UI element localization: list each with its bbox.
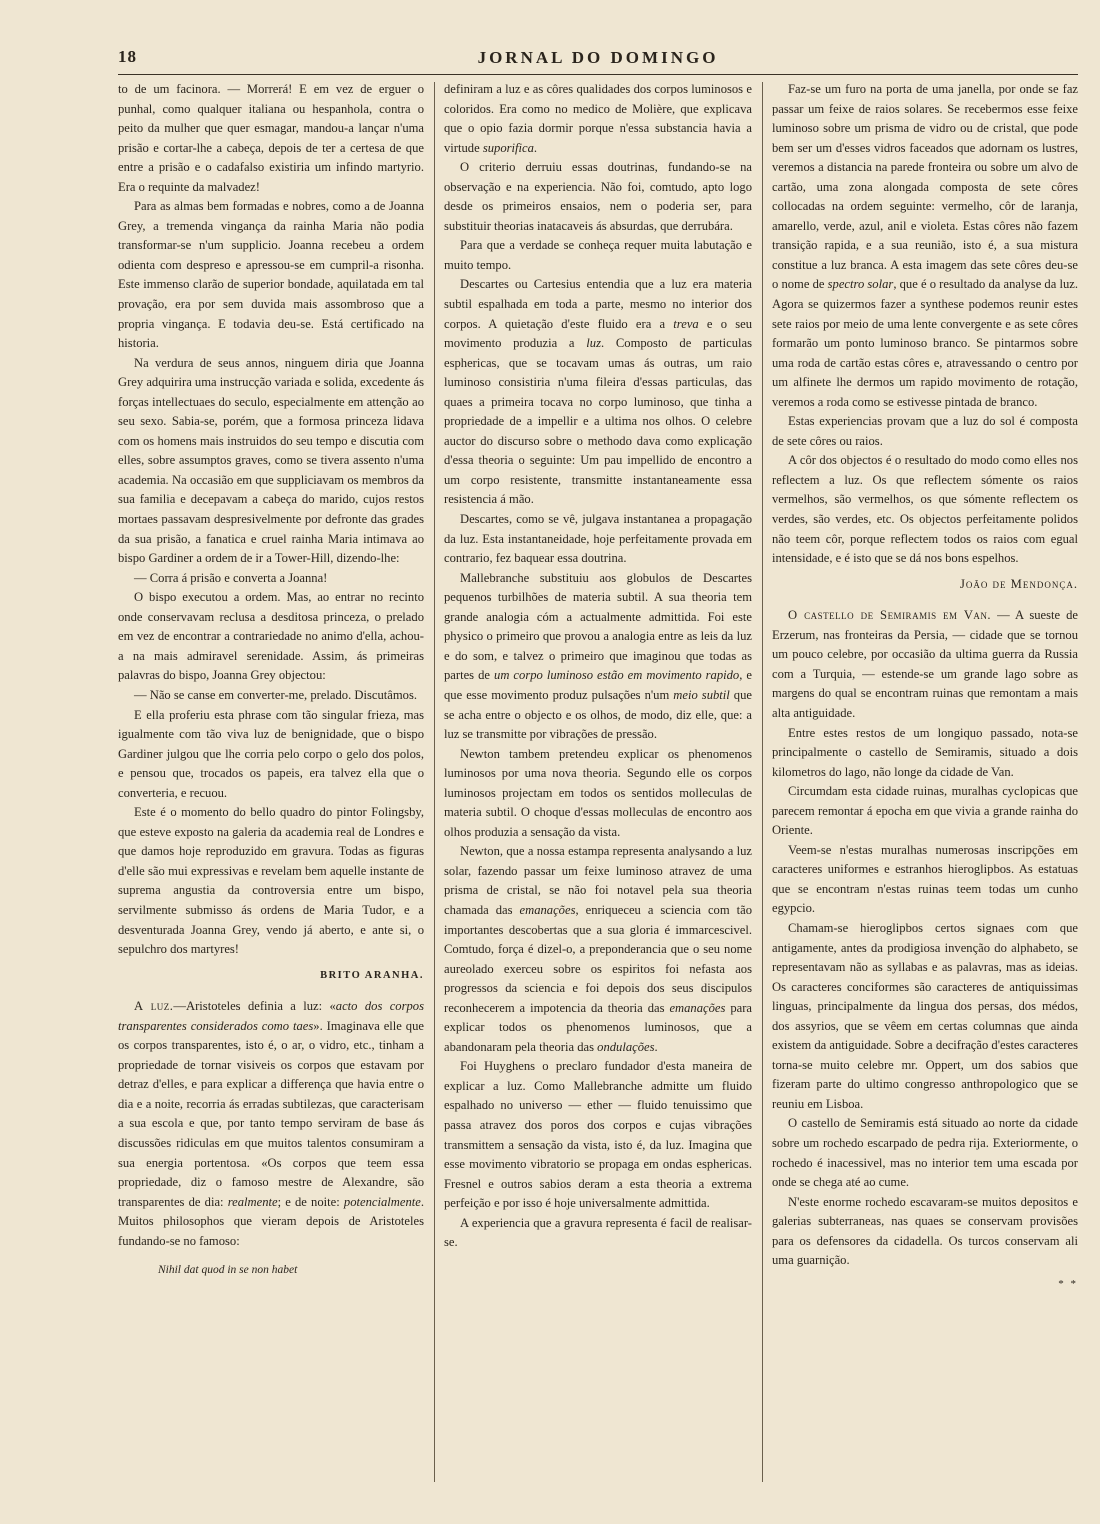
paragraph: Entre estes restos de um longiquo passado, nota-se principalmente o castello de Semiramis, situado a dois kilometros do lago, não longe da cidade de Van. xyxy=(772,725,1078,779)
paragraph: Veem-se n'estas muralhas numerosas inscripções em caracteres uniformes e estranhos hieroglipbos. As estatuas que se encontram n'estas ruinas teem todas um cunho egypcio. xyxy=(772,842,1078,916)
italic-run: potencialmente xyxy=(343,1194,421,1209)
text-run: ». Imaginava elle que os corpos transparentes, isto é, o ar, o vidro, etc., tinham a propriedade de tornar visiveis os corpos que estavam por detraz d'elles, e para explicar a differença que havia entre o dia e a noite, recorria ás erradas subtilezas, que caracterisam a sua escola e que, por tanto tempo serviram de base ás discussões ridiculas em que muitos talentos consumiram a sua energia portentosa. «Os corpos que teem essa propriedade, diz o famoso mestre de Alexandre, são transparentes de dia: xyxy=(118,1018,424,1209)
paragraph: Descartes, como se vê, julgava instantanea a propagação da luz. Esta instantaneidade, hoje perfeitamente provada em contrario, fez baquear essa doutrina. xyxy=(444,512,752,566)
latin-quote: Nihil dat quod in se non habet xyxy=(158,1264,298,1277)
page-number: 18 xyxy=(118,47,137,66)
text-run: . Muitos philosophos que vieram depois de Aristoteles fundando-se no famoso: xyxy=(118,1194,424,1248)
section-heading: O castello de Semiramis em Van. xyxy=(788,608,992,623)
italic-run: acto dos corpos transparentes considerados como taes xyxy=(118,999,424,1033)
text-run: —Aristoteles definia a luz: « xyxy=(173,999,336,1014)
masthead: JORNAL DO DOMINGO xyxy=(477,48,719,67)
italic-run: treva xyxy=(673,316,699,331)
end-mark: * * xyxy=(1058,1277,1078,1290)
paragraph: A experiencia que a gravura representa é facil de realisar-se. xyxy=(444,1215,752,1250)
paragraph: Foi Huyghens o preclaro fundador d'esta maneira de explicar a luz. Como Mallebranche admitte um fluido espalhado no universo — ether — fluido tenuissimo que passa atravez dos poros dos corpos e cujas vibrações transmittem a sensação da vista, isto é, da luz. Imagina que esse movimento vibratorio se propaga em ondas esphericas. Fresnel e outros sabios deram a esta theoria a extrema perfeição e por isso é hoje universalmente admittida. xyxy=(444,1059,752,1211)
paragraph: N'este enorme rochedo escavaram-se muitos depositos e galerias subterraneas, nas quaes se conservam provisões para os defensores da cidadella. Os turcos conservam ali uma guarnição. xyxy=(772,1194,1078,1268)
text-run: . xyxy=(654,1039,658,1054)
paragraph: A côr dos objectos é o resultado do modo como elles nos reflectem a luz. Os que reflectem sómente os raios vermelhos, são vermelhos, os que sómente reflectem os verdes, são verdes, etc. Os objectos perfeitamente polidos não teem côr, porque reflectem todos os raios com egual intensidade, e é isto que se dá nos bons espelhos. xyxy=(772,453,1078,566)
article-paragraph-castle xyxy=(772,606,1078,723)
italic-run: um corpo luminoso estão em movimento rapido xyxy=(494,668,740,683)
author-signature: João de Mendonça. xyxy=(959,576,1078,591)
paragraph: — Corra á prisão e converta a Joanna! xyxy=(134,570,328,585)
text-run: Mallebranche substituiu aos globulos de Descartes pequenos turbilhões de materia subtil. A sua theoria tem grande analogia cóm a actualmente admittida. Foi este physico o primeiro que provou a analogia entre as leis da luz e do som, e talvez o primeiro que imaginou que todas as partes de xyxy=(444,570,752,683)
paragraph: — Não se canse em converter-me, prelado. Discutâmos. xyxy=(134,687,418,702)
paragraph xyxy=(444,569,752,745)
italic-run: meio subtil xyxy=(673,687,730,702)
text-run: Descartes ou Cartesius entendia que a luz era materia subtil espalhada em toda a parte, mesmo no interior dos corpos. A quietação d'este fluido era a xyxy=(444,277,752,331)
paragraph: Para que a verdade se conheça requer muita labutação e muito tempo. xyxy=(444,238,752,272)
text-run: Newton, que a nossa estampa representa analysando a luz solar, fazendo passar um feixe luminoso atravez de uma prisma de cristal, se não foi notavel pela sua theoria chamada das xyxy=(444,844,752,917)
paragraph xyxy=(772,80,1078,412)
paragraph xyxy=(444,842,752,1057)
paragraph: Chamam-se hieroglipbos certos signaes com que antigamente, antes da prodigiosa invenção do alphabeto, se representavam não as syllabas e as palavras, mas as ideias. Os caracteres conciformes são caracteres de antiquissimas linguas, principalmente da lingua dos persas, dos médos, dos assyrios, que se vêem em certas columnas que ainda existem da antiguidade. Sobre a decifração d'estes caracteres torna-se muito celebre mr. Oppert, um dos sabios que fizeram parte do ultimo congresso anthropologico que se reuniu em Lisboa. xyxy=(772,920,1078,1111)
paragraph: Na verdura de seus annos, ninguem diria que Joanna Grey adquirira uma instrucção variada e solida, excedente ás forças intellectuaes do seculo, especialmente em attenção ao seu sexo. Sabia-se, porém, que a formosa princeza lidava com os homens mais instruidos do seu tempo e discutia com elles, sobre assumptos graves, como se tivera assento n'uma academia. Na occasião em que suppliciavam os membros da sua familia e decepavam a cabeça do marido, cujos restos mortaes passavam despresivelmente por defronte das grades da sua prisão, a fanatica e cruel rainha Maria intimava ao bispo Gardiner a ordem de ir a Tower-Hill, dizendo-lhe: xyxy=(118,355,424,566)
text-run: , e que esse movimento produz pulsações n'um xyxy=(444,668,752,702)
column-divider xyxy=(762,82,763,1482)
paragraph: to de um facinora. — Morrerá! E em vez de erguer o punhal, como qualquer italiana ou hespanhola, contra o peito da mulher que quer esmagar, mandou-a lançar n'uma prisão e cortar-lhe a cabeça, depois de ter a certesa de que entre a prisão e o cadafalso existiria um infindo martyrio. Era o requinte da malvadez! xyxy=(118,82,424,194)
column-divider xyxy=(434,82,435,1482)
paragraph: O bispo executou a ordem. Mas, ao entrar no recinto onde conservavam reclusa a desditosa princeza, o prelado em vez de encontrar a contrariedade no animo d'ella, achou-a na mais admiravel serenidade. Assim, ás primeiras palavras do bispo, Joanna Grey objectou: xyxy=(118,590,424,683)
text-run: ; e de noite: xyxy=(277,1194,344,1209)
paragraph xyxy=(444,275,752,510)
italic-run: luz xyxy=(586,336,601,351)
page-header xyxy=(118,47,1078,73)
text-run: . Composto de particulas esphericas, que se tocavam umas ás outras, um raio luminoso consistiria n'uma fileira d'essas particulas, das quaes a primeira tocava no corpo luminoso, que tinha a propriedade de a impellir e a ultima nos olhos. O celebre auctor do discurso sobre o methodo dava como explicação d'essa theoria o seguinte: Um pau impellido de encontro a um corpo resistente, transmitte instantaneamente essa resistencia á mão. xyxy=(444,336,752,507)
italic-run: suporifica xyxy=(482,140,534,155)
paragraph: Newton tambem pretendeu explicar os phenomenos luminosos por uma nova theoria. Segundo elle os corpos luminosos projectam em todos os sentidos molleculas de materia subtil. O choque d'essas molleculas de encontro aos olhos produzia a sensação da vista. xyxy=(444,746,752,839)
paragraph: Circumdam esta cidade ruinas, muralhas cyclopicas que parecem remontar á epocha em que vivia a grande rainha do Oriente. xyxy=(772,784,1078,838)
italic-run: emanações xyxy=(519,902,576,917)
italic-run: ondulações xyxy=(597,1039,655,1054)
italic-run: spectro solar xyxy=(827,277,894,292)
text-run: para explicar todos os phenomenos luminosos, que a abandonaram pela theoria das xyxy=(444,1000,752,1054)
column-1 xyxy=(118,80,424,1485)
header-rule xyxy=(118,74,1078,75)
text-run: . xyxy=(533,140,538,155)
paragraph: O castello de Semiramis está situado ao norte da cidade sobre um rochedo escarpado de pedra rija. Exteriormente, o rochedo é inacessivel, mas no interior tem uma escada por onde se chega até ao cume. xyxy=(772,1116,1078,1190)
paragraph xyxy=(444,80,752,158)
paragraph: Para as almas bem formadas e nobres, como a de Joanna Grey, a tremenda vingança da rainha Maria não podia transformar-se n'um supplicio. Joanna recebeu a ordem odienta com despreso e apressou-se em cumpril-a risonha. Este immenso clarão de superior bondade, aquilatada em tal provação, era por sem duvida mais assombroso que a propria vingança. E todavia deu-se. Está certificado na historia. xyxy=(118,199,424,351)
text-run: — A sueste de Erzerum, nas fronteiras da Persia, — cidade que se tornou um pouco celebre, por occasião da ultima guerra da Russia com a Turquia, — estende-se um grande lago sobre as margens do qual se encontram ruinas que remontam a mais alta antiguidade. xyxy=(772,608,1078,720)
text-run: e o seu movimento produzia a xyxy=(444,316,752,351)
text-run: Faz-se um furo na porta de uma janella, por onde se faz passar um feixe de raios solares. Se recebermos esse feixe luminoso sobre um prisma de vidro ou de cristal, que pode bem ser um d'esses vidros faceados que adornam os lustres, veremos a distancia na parede fronteira ou sobre um alvo de cartão, uma zona alongada composta de sete côres collocadas na ordem seguinte: vermelho, côr de laranja, amarello, verde, azul, anil e violeta. Estas côres não fazem transição rapida, e a sua reunião, isto é, a sua mistura constitue a luz branca. A esta imagem das sete côres deu-se o nome de xyxy=(772,82,1078,292)
paragraph: Este é o momento do bello quadro do pintor Folingsby, que esteve exposto na galeria da academia real de Londres e que damos hoje reproduzido em gravura. Todas as figuras d'elle são mui expressivas e revelam bem aquelle instante de suprema angustia da controversia entre um bispo, servilmente submisso ás ordens de Maria Tudor, e a desventurada Joanna Grey, vendo já aberto, e ante si, o sepulchro dos martyres! xyxy=(118,805,424,957)
section-heading: A luz. xyxy=(134,999,174,1014)
author-signature: BRITO ARANHA. xyxy=(320,969,424,981)
column-3 xyxy=(772,80,1078,1485)
column-2 xyxy=(444,80,752,1485)
paragraph: O criterio derruiu essas doutrinas, fundando-se na observação e na experiencia. Não foi, comtudo, apto logo desde os primeiros ensaios, nem o poderia ser, para substituir theorias inatacaveis ás absurdas, que derrubára. xyxy=(444,160,752,233)
text-run: definiram a luz e as côres qualidades dos corpos luminosos e coloridos. Era como no medico de Molière, que explicava que o opio fazia dormir porque n'essa substancia havia a virtude xyxy=(444,82,752,155)
paragraph: E ella proferiu esta phrase com tão singular frieza, mas igualmente com tão viva luz de benignidade, que o bispo Gardiner julgou que lhe corria pelo corpo o gelo dos polos, e pensou que, trocados os papeis, era talvez ella que o converteria, e recuou. xyxy=(118,707,424,800)
article-paragraph-luz xyxy=(118,997,424,1251)
paragraph: Estas experiencias provam que a luz do sol é composta de sete côres ou raios. xyxy=(772,414,1078,448)
italic-run: emanações xyxy=(669,1000,726,1015)
text-run: , enriqueceu a sciencia com tão importantes descobertas que a sua gloria é immarcescivel. Comtudo, força é dizel-o, a preponderancia que o seu nome aureolado exerceu sobre os espiritos foi nefasta aos progressos da sciencia e foi depois dos seus discipulos reconhecerem a impotencia da theoria das xyxy=(444,902,752,1015)
text-run: , que é o resultado da analyse da luz. Agora se quizermos fazer a synthese podemos reunir estes sete raios por meio de uma lente convergente e as sete côres formarão um ponto luminoso branco. Se pintarmos sobre uma roda de cartão estas côres e, atravessando o centro por um alfinete lhe dermos um rapido movimento de rotação, veremos a roda como se estivesse pintada de branco. xyxy=(772,277,1078,409)
text-run: que se acha entre o objecto e os olhos, de modo, diz elle, que: a luz se transmitte por vibrações de pressão. xyxy=(444,687,752,742)
italic-run: realmente xyxy=(227,1194,278,1209)
